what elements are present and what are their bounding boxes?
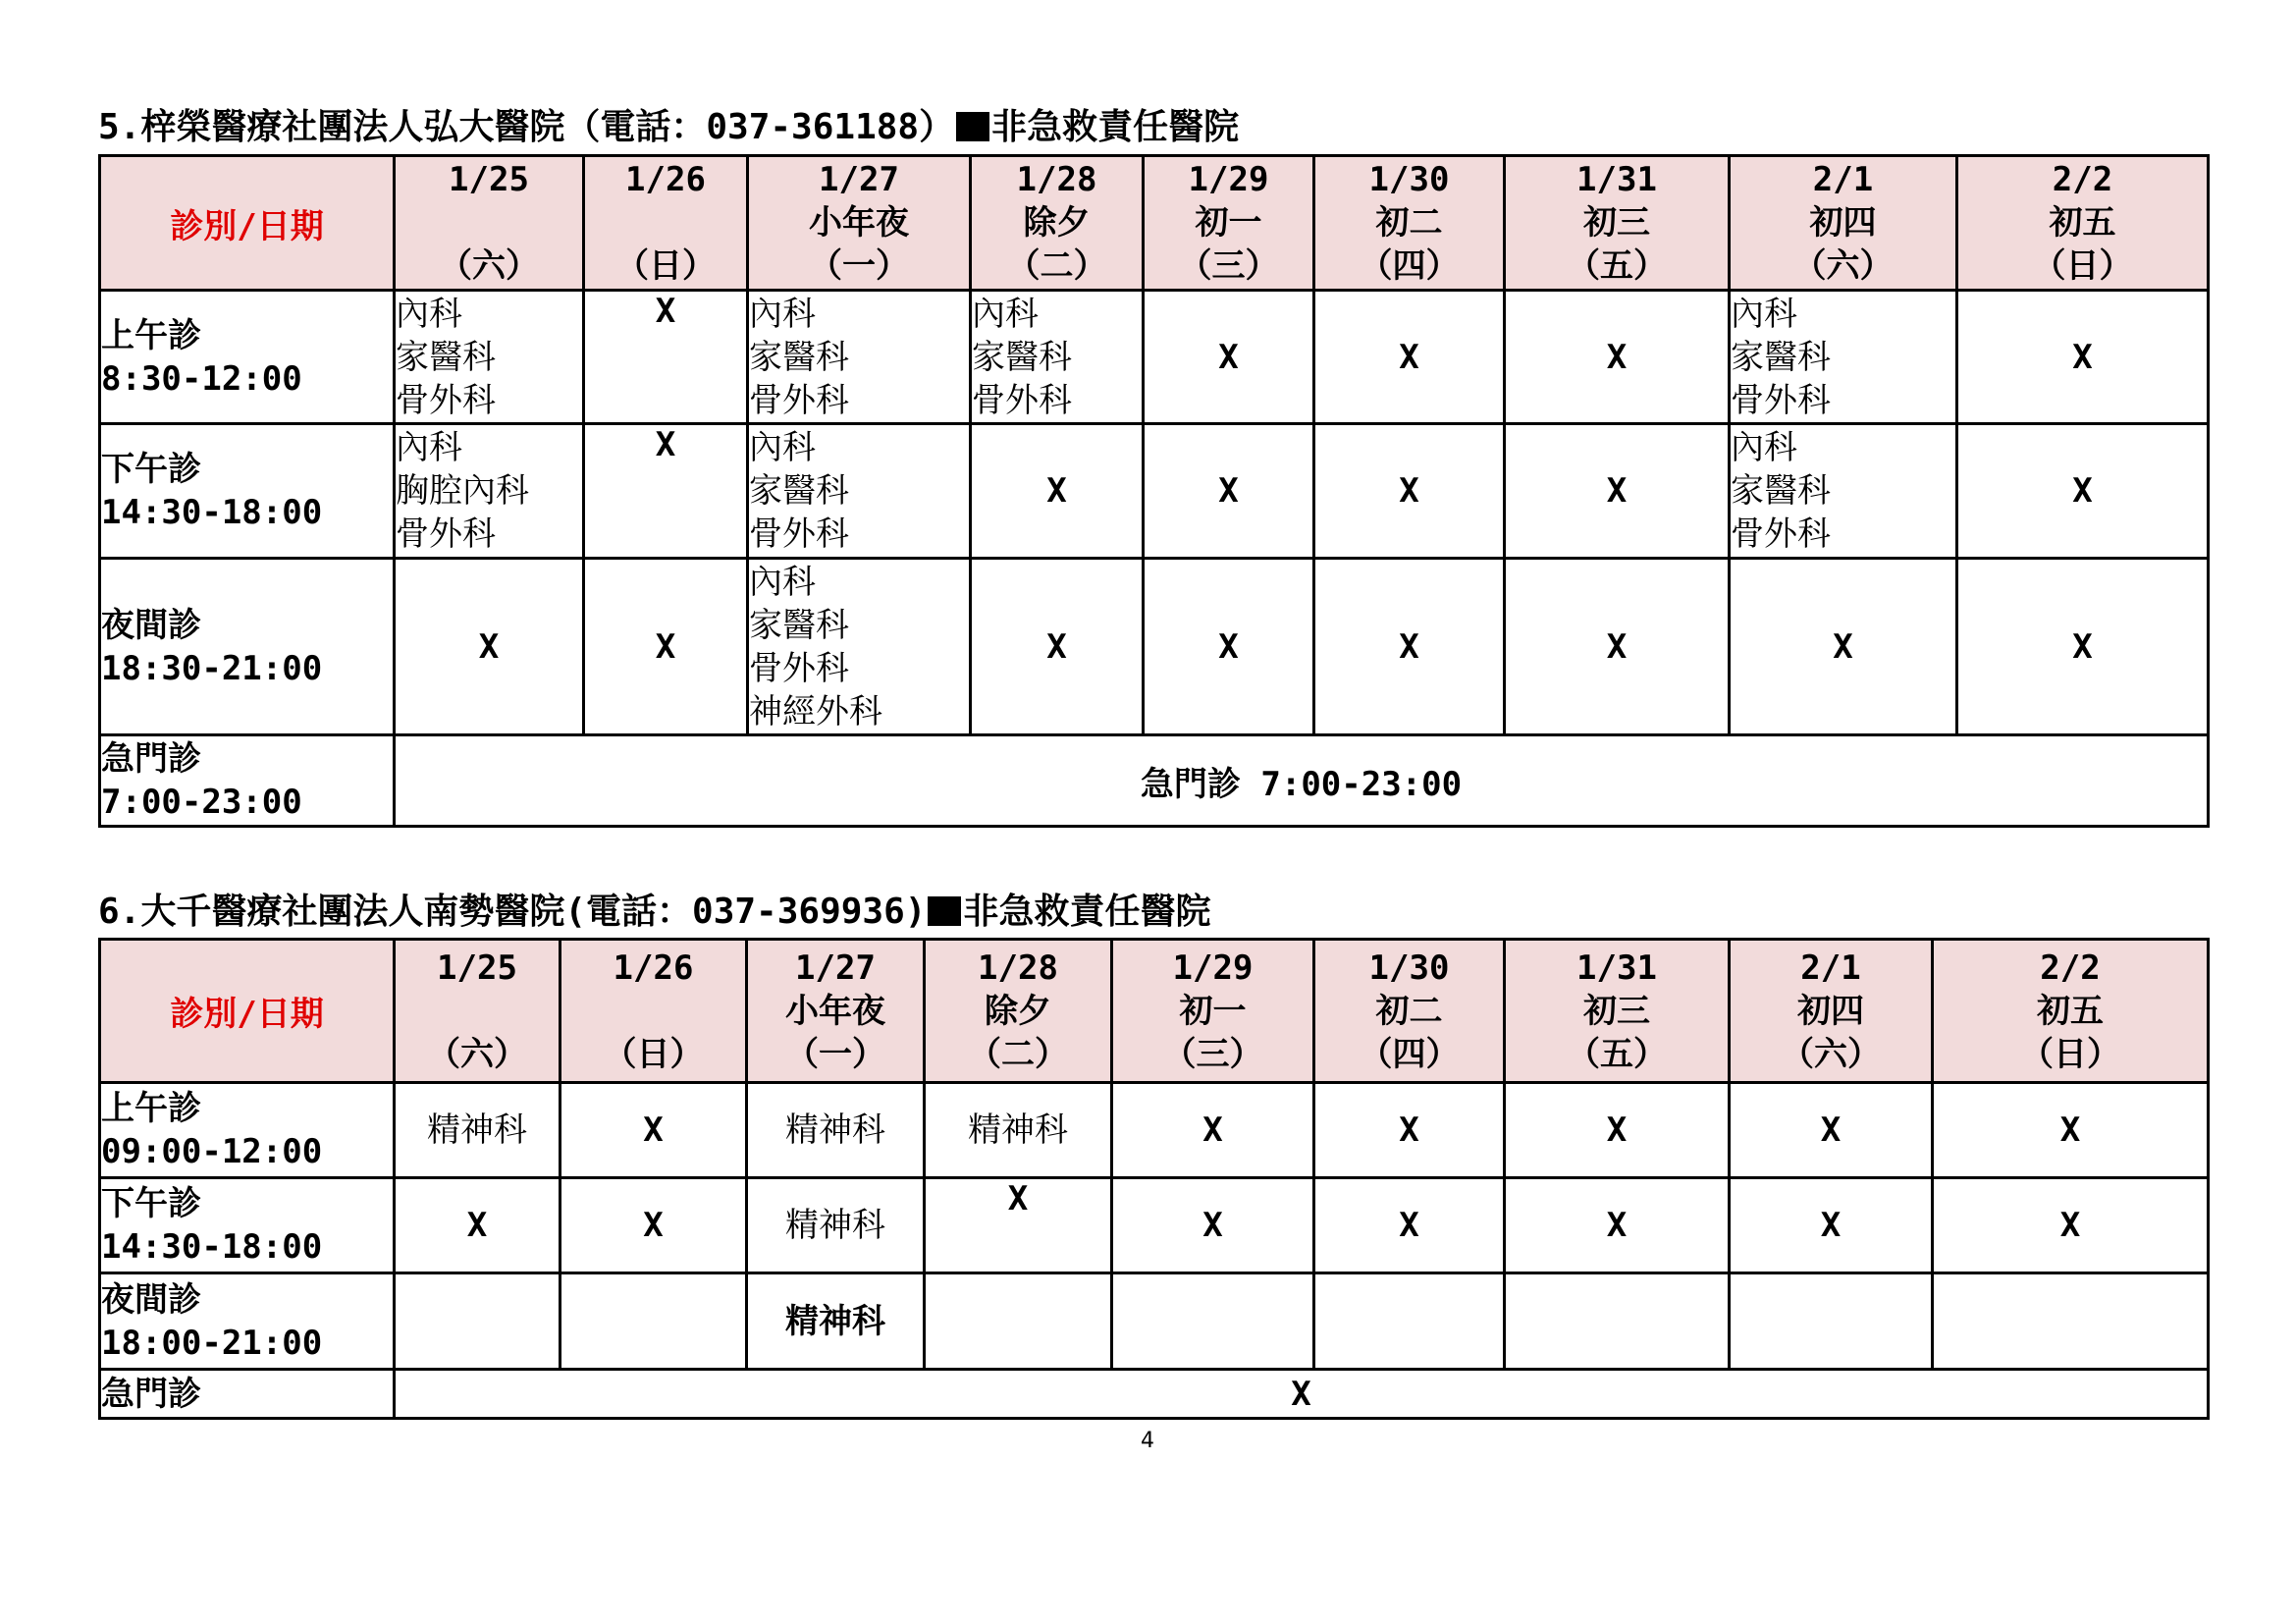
period-label: 下午診 14:30-18:00 (100, 424, 395, 559)
empty-cell (1112, 1273, 1314, 1370)
filled-square-icon (956, 112, 989, 141)
emergency-hours: 急門診 7:00-23:00 (395, 735, 2209, 827)
empty-cell (561, 1273, 747, 1370)
closed-cell: X (1730, 1178, 1933, 1273)
date-header: 1/28 除夕 （二） (925, 940, 1112, 1083)
date-header: 1/29 初一 （三） (1112, 940, 1314, 1083)
date-header: 1/28 除夕 （二） (971, 156, 1144, 291)
closed-cell: X (1144, 424, 1314, 559)
closed-cell: X (1505, 559, 1730, 735)
corner-label: 診別/日期 (100, 156, 395, 291)
closed-cell: X (584, 424, 748, 559)
period-label: 急門診 (100, 1370, 395, 1419)
closed-cell: X (1957, 291, 2209, 424)
date-header: 2/1 初四 （六） (1730, 156, 1957, 291)
hospital5-title-text: 5.梓榮醫療社團法人弘大醫院（電話：037-361188） (98, 107, 955, 147)
date-header: 2/1 初四 （六） (1730, 940, 1933, 1083)
empty-cell (1730, 1273, 1933, 1370)
date-header: 1/29 初一 （三） (1144, 156, 1314, 291)
closed-cell: X (395, 559, 584, 735)
hospital6-title (98, 893, 1210, 932)
emergency-row (100, 1370, 2209, 1419)
date-header: 1/25 （六） (395, 940, 561, 1083)
hospital5-schedule-table (98, 154, 2210, 828)
dept-cell: 內科 家醫科 骨外科 (395, 291, 584, 424)
period-label: 夜間診 18:30-21:00 (100, 559, 395, 735)
closed-cell: X (1505, 424, 1730, 559)
date-header: 1/27 小年夜 （一） (748, 156, 971, 291)
afternoon-row (100, 1178, 2209, 1273)
closed-cell: X (925, 1178, 1112, 1273)
closed-cell: X (1144, 559, 1314, 735)
closed-cell: X (584, 291, 748, 424)
afternoon-row (100, 424, 2209, 559)
emergency-row (100, 735, 2209, 827)
morning-row (100, 291, 2209, 424)
closed-cell: X (1314, 1178, 1505, 1273)
closed-cell: X (561, 1178, 747, 1273)
empty-cell (395, 1273, 561, 1370)
date-header: 1/30 初二 （四） (1314, 156, 1505, 291)
dept-cell: 內科 家醫科 骨外科 (1730, 424, 1957, 559)
period-label: 上午診 09:00-12:00 (100, 1083, 395, 1178)
hospital5-title (98, 108, 1239, 147)
closed-cell: X (1730, 559, 1957, 735)
period-label: 夜間診 18:00-21:00 (100, 1273, 395, 1370)
dept-cell: 內科 胸腔內科 骨外科 (395, 424, 584, 559)
date-header: 1/30 初二 （四） (1314, 940, 1505, 1083)
closed-cell: X (1144, 291, 1314, 424)
dept-cell: 內科 家醫科 骨外科 神經外科 (748, 559, 971, 735)
date-header: 1/31 初三 （五） (1505, 156, 1730, 291)
period-label: 急門診 7:00-23:00 (100, 735, 395, 827)
closed-cell: X (971, 559, 1144, 735)
page-number: 4 (1141, 1429, 1154, 1453)
closed-cell: X (1505, 1178, 1730, 1273)
dept-cell: 內科 家醫科 骨外科 (748, 291, 971, 424)
morning-row (100, 1083, 2209, 1178)
empty-cell (925, 1273, 1112, 1370)
dept-cell: 精神科 (925, 1083, 1112, 1178)
night-row (100, 559, 2209, 735)
hospital6-schedule-table (98, 938, 2210, 1420)
closed-cell: X (1314, 291, 1505, 424)
filled-square-icon (928, 896, 961, 926)
closed-cell: X (1730, 1083, 1933, 1178)
period-label: 下午診 14:30-18:00 (100, 1178, 395, 1273)
closed-cell: X (1314, 559, 1505, 735)
date-header: 1/26 （日） (561, 940, 747, 1083)
corner-label: 診別/日期 (100, 940, 395, 1083)
dept-cell: 精神科 (747, 1178, 925, 1273)
hospital5-title-suffix: 非急救責任醫院 (991, 107, 1240, 147)
dept-cell: 精神科 (747, 1273, 925, 1370)
night-row (100, 1273, 2209, 1370)
date-header: 2/2 初五 （日） (1957, 156, 2209, 291)
closed-cell: X (1505, 291, 1730, 424)
date-header: 1/25 （六） (395, 156, 584, 291)
closed-cell: X (561, 1083, 747, 1178)
hospital6-title-suffix: 非急救責任醫院 (963, 892, 1211, 932)
dept-cell: 內科 家醫科 骨外科 (1730, 291, 1957, 424)
closed-cell: X (395, 1178, 561, 1273)
closed-cell: X (971, 424, 1144, 559)
date-header: 1/27 小年夜 （一） (747, 940, 925, 1083)
closed-cell: X (1933, 1178, 2209, 1273)
closed-cell: X (1505, 1083, 1730, 1178)
closed-cell: X (1933, 1083, 2209, 1178)
date-header: 2/2 初五 （日） (1933, 940, 2209, 1083)
header-row (100, 940, 2209, 1083)
empty-cell (1505, 1273, 1730, 1370)
period-label: 上午診 8:30-12:00 (100, 291, 395, 424)
empty-cell (1314, 1273, 1505, 1370)
dept-cell: 內科 家醫科 骨外科 (971, 291, 1144, 424)
closed-cell: X (1112, 1083, 1314, 1178)
closed-cell: X (1314, 1083, 1505, 1178)
date-header: 1/31 初三 （五） (1505, 940, 1730, 1083)
date-header: 1/26 （日） (584, 156, 748, 291)
hospital6-title-text: 6.大千醫療社團法人南勢醫院(電話：037-369936) (98, 892, 927, 932)
dept-cell: 內科 家醫科 骨外科 (748, 424, 971, 559)
closed-cell: X (1957, 559, 2209, 735)
closed-cell: X (1112, 1178, 1314, 1273)
dept-cell: 精神科 (747, 1083, 925, 1178)
dept-cell: 精神科 (395, 1083, 561, 1178)
closed-cell: X (1957, 424, 2209, 559)
empty-cell (1933, 1273, 2209, 1370)
header-row (100, 156, 2209, 291)
closed-cell: X (584, 559, 748, 735)
emergency-closed: X (395, 1370, 2209, 1419)
closed-cell: X (1314, 424, 1505, 559)
